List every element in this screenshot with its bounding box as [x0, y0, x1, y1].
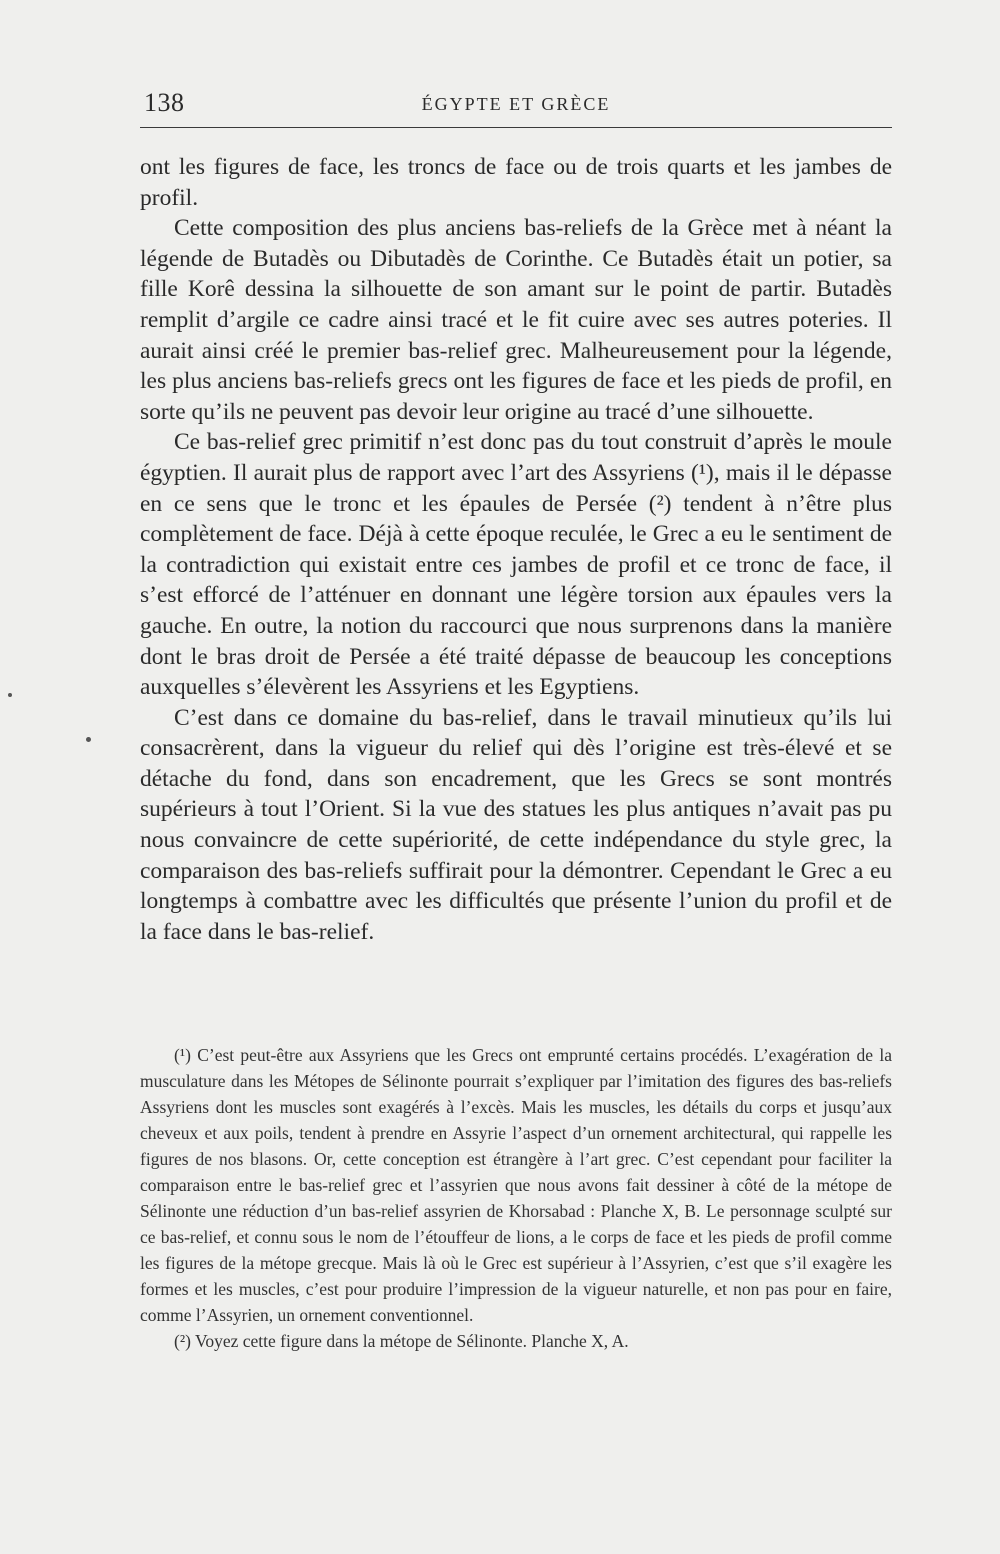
paragraph: Cette composition des plus anciens bas-reliefs de la Grèce met à néant la légende de Butadès ou Dibutadès de Corinthe. Ce Butadès était un potier, sa fille Korê dessina la silhouette de son amant sur le point de partir. Butadès remplit d’argile ce cadre ainsi tracé et le fit cuire avec ses autres poteries. Il aurait ainsi créé le premier bas-relief grec. Malheureusement pour la légende, les plus anciens bas-reliefs grecs ont les figures de face et les pieds de profil, en sorte qu’ils ne peuvent pas devoir leur origine au tracé d’une silhouette.	[140, 215, 892, 425]
page-number: 138	[144, 88, 185, 117]
footnote-1: (¹) C’est peut-être aux Assyriens que les Grecs ont emprunté certains procédés. L’exagération de la musculature dans les Métopes de Sélinonte pourrait s’expliquer par l’imitation des figures des bas-reliefs Assyriens dont les muscles sont exagérés à l’excès. Mais les muscles, les détails du corps et jusqu’aux cheveux et aux poils, tendent à prendre en Assyrie l’aspect d’un ornement architectural, qui rappelle les figures de nos blasons. Or, cette conception est étrangère à l’art grec. C’est cependant pour faciliter la comparaison entre le bas-relief grec et l’assyrien que nous avons fait dessiner à côté de la métope de Sélinonte une réduction d’un bas-relief assyrien de Khorsabad : Planche X, B. Le personnage sculpté sur ce bas-relief, et connu sous le nom de l’étouffeur de lions, a le corps de face et les pieds de profil comme les figures de la métope grecque. Mais là où le Grec est supérieur à l’Assyrien, c’est que s’il exagère les formes et les muscles, c’est pour produire l’impression de la vigueur naturelle, et non pas pour en faire, comme l’Assyrien, un ornement conventionnel.	[140, 1045, 892, 1325]
paragraph: C’est dans ce domaine du bas-relief, dans le travail minutieux qu’ils lui consacrèrent, dans la vigueur du relief qui dès l’origine est très-élevé et se détache du fond, dans son encadrement, que les Grecs se sont montrés supérieurs à tout l’Orient. Si la vue des statues les plus antiques n’avait pas pu nous convaincre de cette supériorité, de cette indépendance du style grec, la comparaison des bas-reliefs suffirait pour la démontrer. Cependant le Grec a eu longtemps à combattre avec les difficultés que présente l’union du profil et de la face dans le bas-relief.	[140, 704, 892, 945]
print-speck	[86, 737, 91, 742]
header-rule	[140, 127, 892, 128]
print-speck	[8, 693, 12, 697]
paragraph: Ce bas-relief grec primitif n’est donc pas du tout construit d’après le moule égyptien. Il aurait plus de rapport avec l’art des Assyriens (¹), mais il le dépasse en ce sens que le tronc et les épaules de Persée (²) tendent à n’être plus complètement de face. Déjà à cette époque reculée, le Grec a eu le sentiment de la contradiction qui existait entre ces jambes de profil et ce tronc de face, il s’est efforcé de l’atténuer en donnant une légère torsion aux épaules vers la gauche. En outre, la notion du raccourci que nous surprenons dans la manière dont le bras droit de Persée a été traité dépasse de beaucoup les conceptions auxquelles s’élevèrent les Assyriens et les Egyptiens.	[140, 429, 892, 701]
footnote-2: (²) Voyez cette figure dans la métope de Sélinonte. Planche X, A.	[174, 1331, 629, 1351]
body-text	[140, 152, 892, 947]
footnotes	[140, 1042, 892, 1354]
running-title: ÉGYPTE ET GRÈCE	[421, 94, 611, 114]
paragraph: ont les figures de face, les troncs de face ou de trois quarts et les jambes de profil.	[140, 154, 892, 211]
page-header	[140, 88, 892, 128]
